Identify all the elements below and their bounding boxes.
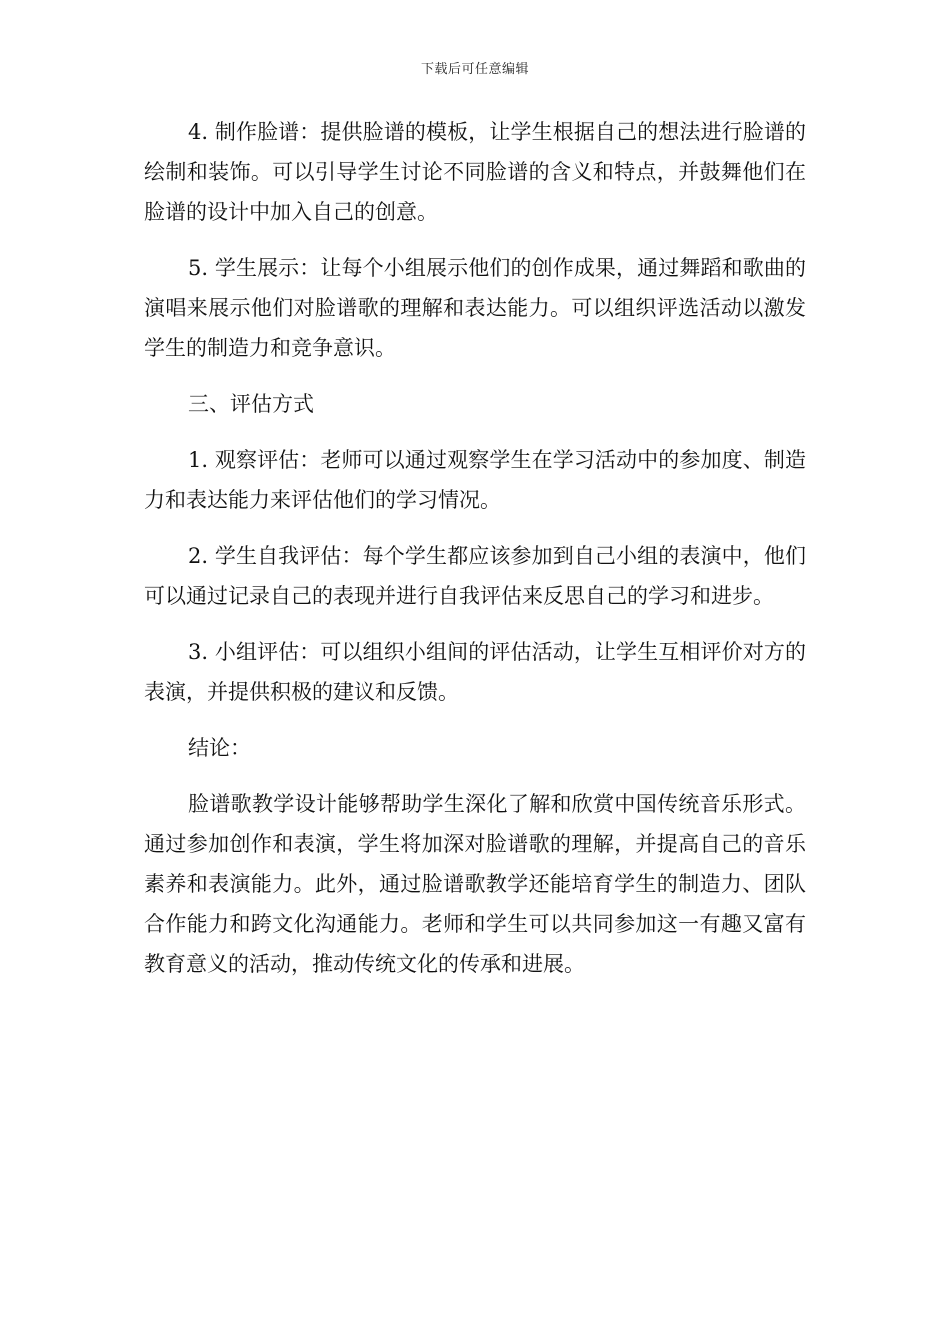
paragraph-item-3-group-evaluation: 3. 小组评估：可以组织小组间的评估活动，让学生互相评价对方的表演，并提供积极的建议和反馈。 bbox=[144, 640, 806, 704]
section-heading-conclusion: 结论： bbox=[188, 736, 251, 760]
paragraph-item-1-observation: 1. 观察评估：老师可以通过观察学生在学习活动中的参加度、制造力和表达能力来评估他们的学习情况。 bbox=[144, 448, 806, 512]
paragraph-item-2-self-evaluation: 2. 学生自我评估：每个学生都应该参加到自己小组的表演中，他们可以通过记录自己的表现并进行自我评估来反思自己的学习和进步。 bbox=[144, 544, 806, 608]
paragraph-item-5-student-show: 5. 学生展示：让每个小组展示他们的创作成果，通过舞蹈和歌曲的演唱来展示他们对脸谱歌的理解和表达能力。可以组织评选活动以激发学生的制造力和竞争意识。 bbox=[144, 256, 806, 360]
page-header: 下载后可任意编辑 bbox=[420, 62, 529, 77]
paragraph-conclusion-text: 脸谱歌教学设计能够帮助学生深化了解和欣赏中国传统音乐形式。通过参加创作和表演，学生将加深对脸谱歌的理解，并提高自己的音乐素养和表演能力。此外，通过脸谱歌教学还能培育学生的制造力、团队合作能力和跨文化沟通能力。老师和学生可以共同参加这一有趣又富有教育意义的活动，推动传统文化的传承和进展。 bbox=[144, 792, 806, 976]
paragraph-item-4-face-mask: 4. 制作脸谱：提供脸谱的模板，让学生根据自己的想法进行脸谱的绘制和装饰。可以引导学生讨论不同脸谱的含义和特点，并鼓舞他们在脸谱的设计中加入自己的创意。 bbox=[144, 120, 806, 224]
section-heading-evaluation: 三、评估方式 bbox=[188, 392, 314, 416]
document-body bbox=[144, 112, 806, 1000]
